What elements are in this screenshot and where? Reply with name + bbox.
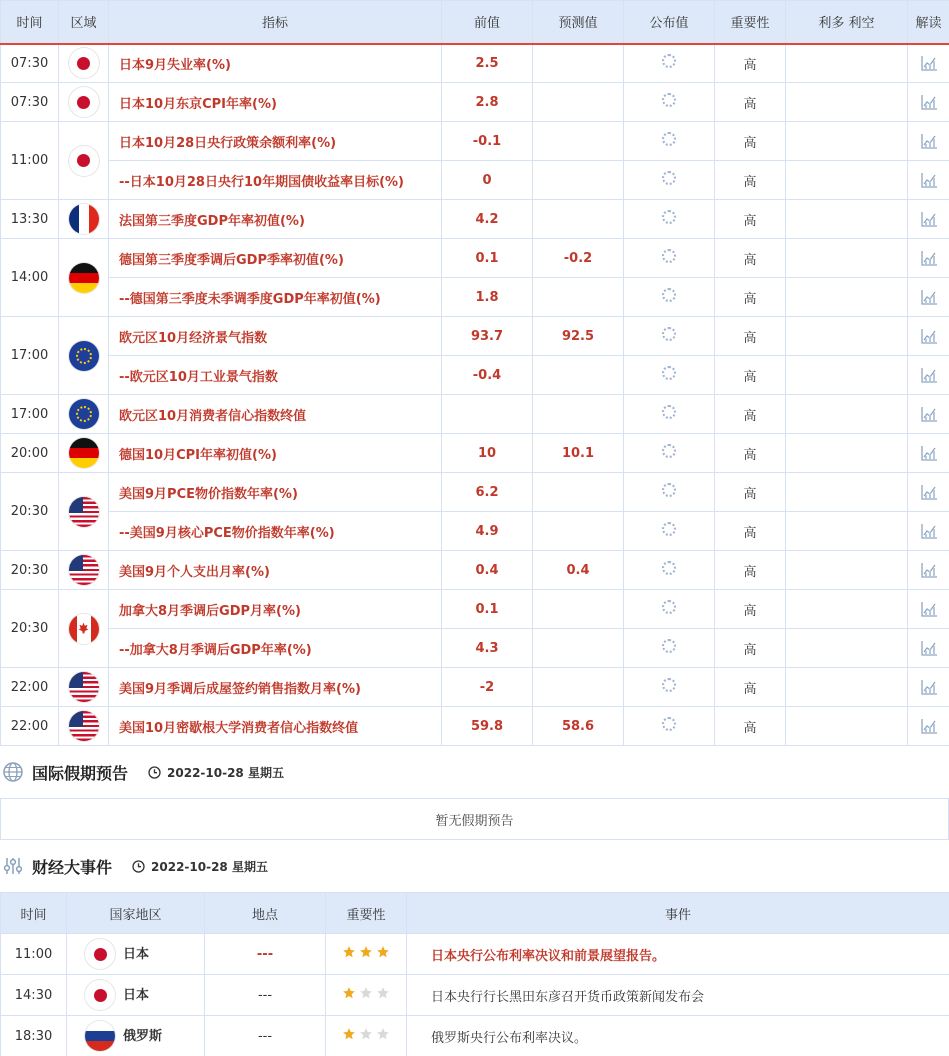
- chart-analysis-icon[interactable]: [920, 717, 938, 735]
- financial-events-table: [0, 892, 949, 1056]
- flag-jp-icon: [69, 87, 99, 117]
- time-cell: 20:30: [1, 551, 59, 590]
- actual-cell: [624, 278, 715, 317]
- country-name: 日本: [123, 946, 150, 962]
- indicator-cell[interactable]: 日本9月失业率(%): [109, 44, 442, 83]
- event-place: ---: [205, 934, 326, 975]
- clock-icon: [132, 860, 145, 873]
- importance-cell: 高: [715, 161, 786, 200]
- actual-cell: [624, 83, 715, 122]
- analysis-cell[interactable]: [908, 707, 949, 746]
- flag-ca-icon: [69, 614, 99, 644]
- actual-cell: [624, 317, 715, 356]
- loading-spinner-icon: [662, 561, 676, 575]
- indicator-cell[interactable]: 美国9月个人支出月率(%): [109, 551, 442, 590]
- region-cell: [59, 395, 109, 434]
- chart-analysis-icon[interactable]: [920, 171, 938, 189]
- impact-cell: [786, 668, 908, 707]
- impact-cell: [786, 200, 908, 239]
- indicator-cell[interactable]: 美国9月PCE物价指数年率(%): [109, 473, 442, 512]
- impact-cell: [786, 278, 908, 317]
- forecast-cell: [533, 668, 624, 707]
- flag-jp-icon: [85, 980, 115, 1010]
- col-importance: 重要性: [715, 1, 786, 44]
- loading-spinner-icon: [662, 93, 676, 107]
- indicator-cell[interactable]: 欧元区10月经济景气指数: [109, 317, 442, 356]
- chart-analysis-icon[interactable]: [920, 210, 938, 228]
- actual-cell: [624, 122, 715, 161]
- col-impact: 利多 利空: [786, 1, 908, 44]
- calendar-row[interactable]: [1, 473, 949, 512]
- holiday-date: 2022-10-28 星期五: [167, 765, 284, 780]
- previous-cell: 0: [442, 161, 533, 200]
- previous-cell: 2.5: [442, 44, 533, 83]
- calendar-row[interactable]: [1, 83, 949, 122]
- analysis-cell[interactable]: [908, 44, 949, 83]
- loading-spinner-icon: [662, 249, 676, 263]
- loading-spinner-icon: [662, 639, 676, 653]
- event-importance: [326, 1016, 407, 1056]
- chart-analysis-icon[interactable]: [920, 366, 938, 384]
- calendar-row[interactable]: [1, 434, 949, 473]
- time-cell: 17:00: [1, 317, 59, 395]
- actual-cell: [624, 44, 715, 83]
- holiday-title: 国际假期预告: [32, 763, 129, 783]
- flag-jp-icon: [85, 939, 115, 969]
- event-importance: [326, 934, 407, 975]
- previous-cell: 1.8: [442, 278, 533, 317]
- calendar-row[interactable]: [1, 668, 949, 707]
- chart-analysis-icon[interactable]: [920, 444, 938, 462]
- chart-analysis-icon[interactable]: [920, 54, 938, 72]
- time-cell: 22:00: [1, 668, 59, 707]
- region-cell: [59, 317, 109, 395]
- analysis-cell[interactable]: [908, 434, 949, 473]
- forecast-cell: 10.1: [533, 434, 624, 473]
- chart-analysis-icon[interactable]: [920, 600, 938, 618]
- time-cell: 20:00: [1, 434, 59, 473]
- previous-cell: -0.4: [442, 356, 533, 395]
- time-cell: 11:00: [1, 122, 59, 200]
- chart-analysis-icon[interactable]: [920, 639, 938, 657]
- importance-cell: 高: [715, 668, 786, 707]
- region-cell: [59, 434, 109, 473]
- time-cell: 07:30: [1, 44, 59, 83]
- indicator-cell[interactable]: 德国10月CPI年率初值(%): [109, 434, 442, 473]
- col-actual: 公布值: [624, 1, 715, 44]
- previous-cell: -0.1: [442, 122, 533, 161]
- impact-cell: [786, 44, 908, 83]
- actual-cell: [624, 356, 715, 395]
- importance-cell: 高: [715, 122, 786, 161]
- importance-cell: 高: [715, 200, 786, 239]
- evt-col-importance: 重要性: [326, 893, 407, 934]
- evt-col-place: 地点: [205, 893, 326, 934]
- analysis-cell[interactable]: [908, 161, 949, 200]
- evt-col-event: 事件: [407, 893, 949, 934]
- analysis-cell[interactable]: [908, 83, 949, 122]
- indicator-cell[interactable]: 美国10月密歇根大学消费者信心指数终值: [109, 707, 442, 746]
- chart-analysis-icon[interactable]: [920, 561, 938, 579]
- event-country: [67, 1016, 205, 1056]
- col-previous: 前值: [442, 1, 533, 44]
- loading-spinner-icon: [662, 132, 676, 146]
- calendar-row[interactable]: [1, 44, 949, 83]
- event-place: ---: [205, 975, 326, 1016]
- event-place: ---: [205, 1016, 326, 1056]
- event-description[interactable]: 俄罗斯央行公布利率决议。: [407, 1016, 949, 1056]
- flag-jp-icon: [69, 48, 99, 78]
- importance-cell: 高: [715, 278, 786, 317]
- indicator-cell[interactable]: --日本10月28日央行10年期国债收益率目标(%): [109, 161, 442, 200]
- flag-us-icon: [69, 497, 99, 527]
- impact-cell: [786, 434, 908, 473]
- forecast-cell: -0.2: [533, 239, 624, 278]
- clock-icon: [148, 766, 161, 779]
- analysis-cell[interactable]: [908, 317, 949, 356]
- time-cell: 22:00: [1, 707, 59, 746]
- actual-cell: [624, 590, 715, 629]
- previous-cell: [442, 395, 533, 434]
- forecast-cell: [533, 122, 624, 161]
- actual-cell: [624, 551, 715, 590]
- forecast-cell: 0.4: [533, 551, 624, 590]
- time-cell: 14:00: [1, 239, 59, 317]
- events-header-row: [1, 893, 949, 934]
- actual-cell: [624, 629, 715, 668]
- previous-cell: 4.2: [442, 200, 533, 239]
- evt-col-country: 国家地区: [67, 893, 205, 934]
- impact-cell: [786, 356, 908, 395]
- chart-analysis-icon[interactable]: [920, 327, 938, 345]
- forecast-cell: [533, 278, 624, 317]
- event-time: 18:30: [1, 1016, 67, 1056]
- star-empty-icon: [359, 986, 373, 1004]
- forecast-cell: [533, 395, 624, 434]
- previous-cell: 0.1: [442, 239, 533, 278]
- chart-analysis-icon[interactable]: [920, 249, 938, 267]
- chart-analysis-icon[interactable]: [920, 522, 938, 540]
- previous-cell: 6.2: [442, 473, 533, 512]
- chart-analysis-icon[interactable]: [920, 93, 938, 111]
- calendar-row[interactable]: [1, 200, 949, 239]
- forecast-cell: [533, 83, 624, 122]
- indicator-cell[interactable]: 法国第三季度GDP年率初值(%): [109, 200, 442, 239]
- calendar-row[interactable]: [1, 317, 949, 356]
- region-cell: [59, 200, 109, 239]
- col-forecast: 预测值: [533, 1, 624, 44]
- loading-spinner-icon: [662, 405, 676, 419]
- importance-cell: 高: [715, 44, 786, 83]
- previous-cell: 10: [442, 434, 533, 473]
- star-filled-icon: [342, 945, 356, 963]
- star-filled-icon: [342, 1027, 356, 1045]
- indicator-cell[interactable]: 欧元区10月消费者信心指数终值: [109, 395, 442, 434]
- events-date: 2022-10-28 星期五: [151, 859, 268, 874]
- previous-cell: 0.4: [442, 551, 533, 590]
- calendar-row[interactable]: [1, 707, 949, 746]
- time-cell: 17:00: [1, 395, 59, 434]
- impact-cell: [786, 512, 908, 551]
- impact-cell: [786, 707, 908, 746]
- actual-cell: [624, 239, 715, 278]
- impact-cell: [786, 122, 908, 161]
- star-filled-icon: [376, 945, 390, 963]
- importance-cell: 高: [715, 434, 786, 473]
- loading-spinner-icon: [662, 444, 676, 458]
- flag-us-icon: [69, 711, 99, 741]
- star-filled-icon: [359, 945, 373, 963]
- forecast-cell: [533, 473, 624, 512]
- actual-cell: [624, 668, 715, 707]
- analysis-cell[interactable]: [908, 200, 949, 239]
- holiday-section-header: [0, 746, 949, 798]
- region-cell: [59, 239, 109, 317]
- forecast-cell: [533, 512, 624, 551]
- actual-cell: [624, 161, 715, 200]
- loading-spinner-icon: [662, 327, 676, 341]
- region-cell: [59, 590, 109, 668]
- flag-us-icon: [69, 672, 99, 702]
- indicator-cell[interactable]: 美国9月季调后成屋签约销售指数月率(%): [109, 668, 442, 707]
- sliders-icon: [2, 855, 24, 877]
- actual-cell: [624, 473, 715, 512]
- loading-spinner-icon: [662, 522, 676, 536]
- star-empty-icon: [376, 1027, 390, 1045]
- loading-spinner-icon: [662, 717, 676, 731]
- loading-spinner-icon: [662, 288, 676, 302]
- analysis-cell[interactable]: [908, 551, 949, 590]
- impact-cell: [786, 83, 908, 122]
- calendar-row[interactable]: [1, 278, 949, 317]
- importance-cell: 高: [715, 707, 786, 746]
- calendar-row[interactable]: [1, 512, 949, 551]
- actual-cell: [624, 395, 715, 434]
- impact-cell: [786, 473, 908, 512]
- importance-cell: 高: [715, 590, 786, 629]
- analysis-cell[interactable]: [908, 473, 949, 512]
- loading-spinner-icon: [662, 210, 676, 224]
- calendar-row[interactable]: [1, 551, 949, 590]
- time-cell: 13:30: [1, 200, 59, 239]
- event-time: 11:00: [1, 934, 67, 975]
- impact-cell: [786, 629, 908, 668]
- previous-cell: 93.7: [442, 317, 533, 356]
- indicator-cell[interactable]: 日本10月东京CPI年率(%): [109, 83, 442, 122]
- time-cell: 20:30: [1, 473, 59, 551]
- region-cell: [59, 473, 109, 551]
- col-indicator: 指标: [109, 1, 442, 44]
- evt-col-time: 时间: [1, 893, 67, 934]
- importance-cell: 高: [715, 512, 786, 551]
- col-region: 区域: [59, 1, 109, 44]
- chart-analysis-icon[interactable]: [920, 288, 938, 306]
- chart-analysis-icon[interactable]: [920, 132, 938, 150]
- importance-cell: 高: [715, 317, 786, 356]
- importance-cell: 高: [715, 395, 786, 434]
- country-name: 俄罗斯: [123, 1028, 163, 1044]
- calendar-row[interactable]: [1, 590, 949, 629]
- country-name: 日本: [123, 987, 150, 1003]
- indicator-cell[interactable]: 德国第三季度季调后GDP季率初值(%): [109, 239, 442, 278]
- loading-spinner-icon: [662, 483, 676, 497]
- previous-cell: 2.8: [442, 83, 533, 122]
- analysis-cell[interactable]: [908, 590, 949, 629]
- impact-cell: [786, 239, 908, 278]
- importance-cell: 高: [715, 551, 786, 590]
- previous-cell: 4.3: [442, 629, 533, 668]
- indicator-cell[interactable]: --德国第三季度未季调季度GDP年率初值(%): [109, 278, 442, 317]
- impact-cell: [786, 317, 908, 356]
- analysis-cell[interactable]: [908, 629, 949, 668]
- importance-cell: 高: [715, 356, 786, 395]
- event-row[interactable]: [1, 975, 949, 1016]
- region-cell: [59, 44, 109, 83]
- analysis-cell[interactable]: [908, 395, 949, 434]
- event-row[interactable]: [1, 1016, 949, 1056]
- forecast-cell: 58.6: [533, 707, 624, 746]
- event-row[interactable]: [1, 934, 949, 975]
- flag-fr-icon: [69, 204, 99, 234]
- flag-de-icon: [69, 438, 99, 468]
- calendar-row[interactable]: [1, 239, 949, 278]
- flag-eu-icon: [69, 341, 99, 371]
- event-description[interactable]: 日本央行行长黑田东彦召开货币政策新闻发布会: [407, 975, 949, 1016]
- star-empty-icon: [359, 1027, 373, 1045]
- region-cell: [59, 551, 109, 590]
- indicator-cell[interactable]: --加拿大8月季调后GDP年率(%): [109, 629, 442, 668]
- chart-analysis-icon[interactable]: [920, 405, 938, 423]
- col-analysis: 解读: [908, 1, 949, 44]
- region-cell: [59, 83, 109, 122]
- forecast-cell: [533, 44, 624, 83]
- loading-spinner-icon: [662, 171, 676, 185]
- importance-cell: 高: [715, 473, 786, 512]
- flag-de-icon: [69, 263, 99, 293]
- calendar-row[interactable]: [1, 395, 949, 434]
- time-cell: 07:30: [1, 83, 59, 122]
- previous-cell: 4.9: [442, 512, 533, 551]
- indicator-cell[interactable]: 加拿大8月季调后GDP月率(%): [109, 590, 442, 629]
- analysis-cell[interactable]: [908, 668, 949, 707]
- flag-eu-icon: [69, 399, 99, 429]
- time-cell: 20:30: [1, 590, 59, 668]
- indicator-cell[interactable]: 日本10月28日央行政策余额利率(%): [109, 122, 442, 161]
- previous-cell: 59.8: [442, 707, 533, 746]
- analysis-cell[interactable]: [908, 278, 949, 317]
- star-empty-icon: [376, 986, 390, 1004]
- actual-cell: [624, 200, 715, 239]
- forecast-cell: [533, 629, 624, 668]
- calendar-row[interactable]: [1, 122, 949, 161]
- event-country: [67, 934, 205, 975]
- forecast-cell: 92.5: [533, 317, 624, 356]
- actual-cell: [624, 434, 715, 473]
- actual-cell: [624, 707, 715, 746]
- forecast-cell: [533, 590, 624, 629]
- star-filled-icon: [342, 986, 356, 1004]
- forecast-cell: [533, 200, 624, 239]
- flag-jp-icon: [69, 146, 99, 176]
- analysis-cell[interactable]: [908, 239, 949, 278]
- forecast-cell: [533, 356, 624, 395]
- impact-cell: [786, 590, 908, 629]
- analysis-cell[interactable]: [908, 122, 949, 161]
- previous-cell: 0.1: [442, 590, 533, 629]
- col-time: 时间: [1, 1, 59, 44]
- importance-cell: 高: [715, 629, 786, 668]
- event-importance: [326, 975, 407, 1016]
- calendar-header-row: [1, 1, 949, 44]
- previous-cell: -2: [442, 668, 533, 707]
- impact-cell: [786, 161, 908, 200]
- loading-spinner-icon: [662, 366, 676, 380]
- region-cell: [59, 707, 109, 746]
- flag-ru-icon: [85, 1021, 115, 1051]
- flag-us-icon: [69, 555, 99, 585]
- indicator-cell[interactable]: --美国9月核心PCE物价指数年率(%): [109, 512, 442, 551]
- region-cell: [59, 668, 109, 707]
- indicator-cell[interactable]: --欧元区10月工业景气指数: [109, 356, 442, 395]
- chart-analysis-icon[interactable]: [920, 678, 938, 696]
- analysis-cell[interactable]: [908, 356, 949, 395]
- loading-spinner-icon: [662, 678, 676, 692]
- region-cell: [59, 122, 109, 200]
- calendar-row[interactable]: [1, 161, 949, 200]
- impact-cell: [786, 395, 908, 434]
- actual-cell: [624, 512, 715, 551]
- events-section-header: [0, 840, 949, 892]
- calendar-row[interactable]: [1, 629, 949, 668]
- loading-spinner-icon: [662, 600, 676, 614]
- globe-icon: [2, 761, 24, 783]
- event-time: 14:30: [1, 975, 67, 1016]
- analysis-cell[interactable]: [908, 512, 949, 551]
- event-country: [67, 975, 205, 1016]
- events-title: 财经大事件: [32, 857, 113, 877]
- importance-cell: 高: [715, 83, 786, 122]
- holiday-empty: 暂无假期预告: [0, 798, 949, 840]
- impact-cell: [786, 551, 908, 590]
- calendar-row[interactable]: [1, 356, 949, 395]
- chart-analysis-icon[interactable]: [920, 483, 938, 501]
- loading-spinner-icon: [662, 54, 676, 68]
- forecast-cell: [533, 161, 624, 200]
- event-description[interactable]: 日本央行公布利率决议和前景展望报告。: [407, 934, 949, 975]
- importance-cell: 高: [715, 239, 786, 278]
